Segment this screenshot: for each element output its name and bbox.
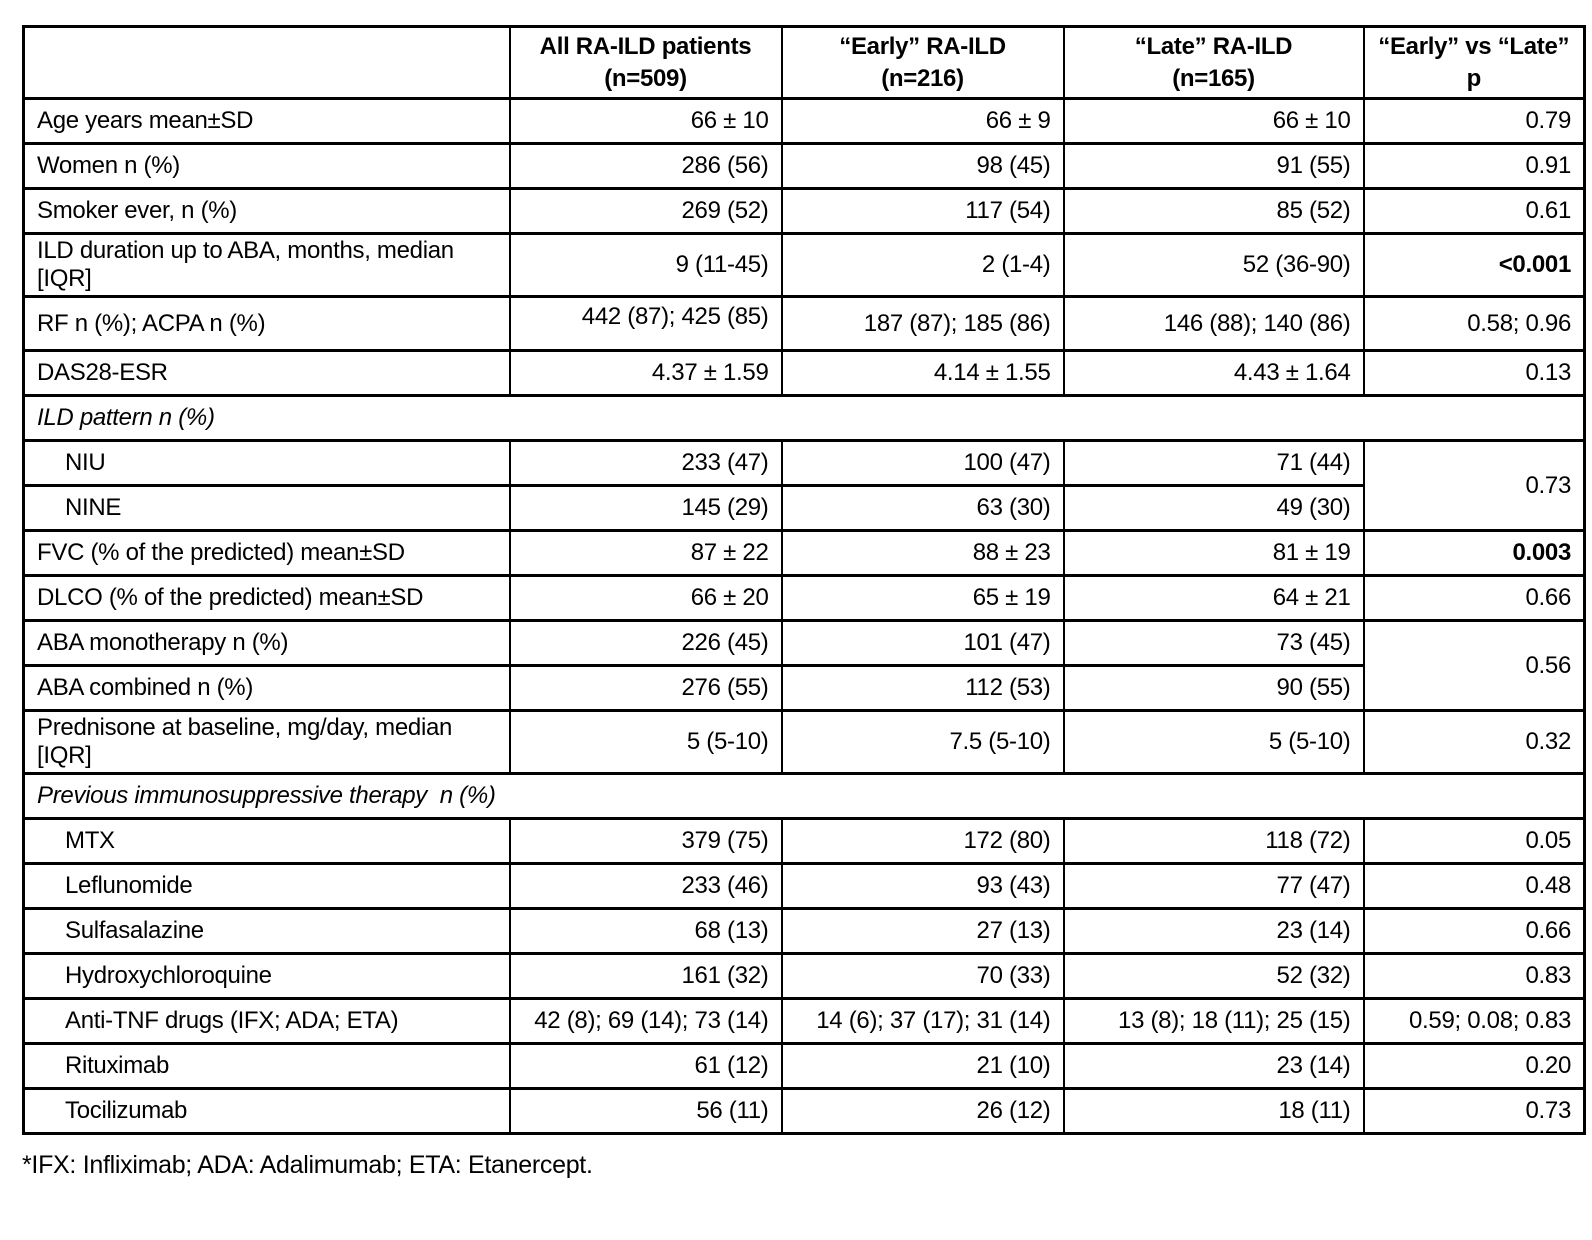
- p-value: 0.05: [1364, 819, 1585, 864]
- cell-value: 442 (87); 425 (85): [510, 297, 782, 351]
- table-row: [24, 954, 1585, 999]
- table-row: [24, 621, 1585, 666]
- section-label: Previous immunosuppressive therapy n (%): [24, 774, 1585, 819]
- header-cell-empty: [24, 27, 510, 99]
- row-label: Age years mean±SD: [24, 99, 510, 144]
- table-row: [24, 99, 1585, 144]
- p-value: 0.79: [1364, 99, 1585, 144]
- cell-value: 2 (1-4): [782, 234, 1064, 297]
- table-row: [24, 711, 1585, 774]
- p-value: 0.003: [1364, 531, 1585, 576]
- row-label: ABA combined n (%): [24, 666, 510, 711]
- cell-value: 93 (43): [782, 864, 1064, 909]
- header-cell-pvalue: [1364, 27, 1585, 99]
- cell-value: 66 ± 10: [510, 99, 782, 144]
- p-value: 0.73: [1364, 441, 1585, 531]
- row-label: Anti-TNF drugs (IFX; ADA; ETA): [24, 999, 510, 1044]
- cell-value: 56 (11): [510, 1089, 782, 1134]
- cell-value: 146 (88); 140 (86): [1064, 297, 1364, 351]
- cell-value: 87 ± 22: [510, 531, 782, 576]
- cell-value: 5 (5-10): [510, 711, 782, 774]
- table-row: [24, 819, 1585, 864]
- cell-value: 66 ± 9: [782, 99, 1064, 144]
- row-label: Hydroxychloroquine: [24, 954, 510, 999]
- row-label: DAS28-ESR: [24, 351, 510, 396]
- p-value: 0.48: [1364, 864, 1585, 909]
- cell-value: 379 (75): [510, 819, 782, 864]
- row-label: Rituximab: [24, 1044, 510, 1089]
- row-label: NIU: [24, 441, 510, 486]
- table-row: [24, 486, 1585, 531]
- p-value: 0.73: [1364, 1089, 1585, 1134]
- row-label: Prednisone at baseline, mg/day, median [IQR]: [24, 711, 510, 774]
- cell-value: 233 (46): [510, 864, 782, 909]
- header-line: (n=165): [1172, 64, 1255, 92]
- cell-value: 226 (45): [510, 621, 782, 666]
- row-label: Tocilizumab: [24, 1089, 510, 1134]
- table-row: [24, 189, 1585, 234]
- p-value: 0.66: [1364, 576, 1585, 621]
- header-line: “Early” vs “Late”: [1378, 33, 1570, 60]
- p-value: 0.13: [1364, 351, 1585, 396]
- cell-value: 101 (47): [782, 621, 1064, 666]
- section-row: [24, 396, 1585, 441]
- table-row: [24, 297, 1585, 351]
- cell-value: 64 ± 21: [1064, 576, 1364, 621]
- table-body: [24, 99, 1585, 1134]
- cell-value: 49 (30): [1064, 486, 1364, 531]
- p-value: 0.20: [1364, 1044, 1585, 1089]
- patient-characteristics-table: [22, 25, 1586, 1135]
- cell-value: 187 (87); 185 (86): [782, 297, 1064, 351]
- p-value: 0.58; 0.96: [1364, 297, 1585, 351]
- cell-value: 52 (36-90): [1064, 234, 1364, 297]
- p-value: <0.001: [1364, 234, 1585, 297]
- cell-value: 118 (72): [1064, 819, 1364, 864]
- row-label: NINE: [24, 486, 510, 531]
- table-header: [24, 27, 1585, 99]
- p-value: 0.66: [1364, 909, 1585, 954]
- cell-value: 66 ± 10: [1064, 99, 1364, 144]
- table-row: [24, 441, 1585, 486]
- header-line: (n=216): [881, 64, 964, 92]
- cell-value: 71 (44): [1064, 441, 1364, 486]
- cell-value: 90 (55): [1064, 666, 1364, 711]
- cell-value: 42 (8); 69 (14); 73 (14): [510, 999, 782, 1044]
- cell-value: 70 (33): [782, 954, 1064, 999]
- cell-value: 117 (54): [782, 189, 1064, 234]
- cell-value: 52 (32): [1064, 954, 1364, 999]
- cell-value: 269 (52): [510, 189, 782, 234]
- cell-value: 65 ± 19: [782, 576, 1064, 621]
- cell-value: 7.5 (5-10): [782, 711, 1064, 774]
- row-label: ABA monotherapy n (%): [24, 621, 510, 666]
- table-row: [24, 1044, 1585, 1089]
- cell-value: 18 (11): [1064, 1089, 1364, 1134]
- table-row: [24, 531, 1585, 576]
- row-label: MTX: [24, 819, 510, 864]
- cell-value: 4.14 ± 1.55: [782, 351, 1064, 396]
- cell-value: 286 (56): [510, 144, 782, 189]
- cell-value: 161 (32): [510, 954, 782, 999]
- cell-value: 91 (55): [1064, 144, 1364, 189]
- cell-value: 112 (53): [782, 666, 1064, 711]
- header-line: (n=509): [604, 64, 687, 92]
- cell-value: 233 (47): [510, 441, 782, 486]
- p-value: 0.32: [1364, 711, 1585, 774]
- cell-value: 27 (13): [782, 909, 1064, 954]
- cell-value: 13 (8); 18 (11); 25 (15): [1064, 999, 1364, 1044]
- header-line: “Late” RA-ILD: [1134, 33, 1293, 60]
- p-value: 0.83: [1364, 954, 1585, 999]
- p-value: 0.59; 0.08; 0.83: [1364, 999, 1585, 1044]
- header-line: “Early” RA-ILD: [839, 33, 1006, 60]
- section-row: [24, 774, 1585, 819]
- cell-value: 98 (45): [782, 144, 1064, 189]
- row-label: ILD duration up to ABA, months, median [IQR]: [24, 234, 510, 297]
- section-label: ILD pattern n (%): [24, 396, 1585, 441]
- table-row: [24, 864, 1585, 909]
- row-label: Leflunomide: [24, 864, 510, 909]
- footnote: *IFX: Infliximab; ADA: Adalimumab; ETA: Etanercept.: [22, 1151, 593, 1180]
- cell-value: 61 (12): [510, 1044, 782, 1089]
- cell-value: 81 ± 19: [1064, 531, 1364, 576]
- table-row: [24, 234, 1585, 297]
- table-row: [24, 666, 1585, 711]
- header-cell-late: [1064, 27, 1364, 99]
- table-row: [24, 144, 1585, 189]
- table-row: [24, 1089, 1585, 1134]
- cell-value: 4.43 ± 1.64: [1064, 351, 1364, 396]
- cell-value: 100 (47): [782, 441, 1064, 486]
- row-label: DLCO (% of the predicted) mean±SD: [24, 576, 510, 621]
- cell-value: 172 (80): [782, 819, 1064, 864]
- row-label: Smoker ever, n (%): [24, 189, 510, 234]
- cell-value: 5 (5-10): [1064, 711, 1364, 774]
- cell-value: 26 (12): [782, 1089, 1064, 1134]
- cell-value: 23 (14): [1064, 909, 1364, 954]
- row-label: RF n (%); ACPA n (%): [24, 297, 510, 351]
- cell-value: 85 (52): [1064, 189, 1364, 234]
- cell-value: 145 (29): [510, 486, 782, 531]
- cell-value: 21 (10): [782, 1044, 1064, 1089]
- table-row: [24, 576, 1585, 621]
- cell-value: 276 (55): [510, 666, 782, 711]
- header-line: All RA-ILD patients: [539, 33, 752, 60]
- cell-value: 4.37 ± 1.59: [510, 351, 782, 396]
- header-cell-early: [782, 27, 1064, 99]
- p-value: 0.56: [1364, 621, 1585, 711]
- header-row: [24, 27, 1585, 99]
- cell-value: 88 ± 23: [782, 531, 1064, 576]
- cell-value: 66 ± 20: [510, 576, 782, 621]
- cell-value: 14 (6); 37 (17); 31 (14): [782, 999, 1064, 1044]
- header-cell-all-patients: [510, 27, 782, 99]
- table-row: [24, 999, 1585, 1044]
- cell-value: 23 (14): [1064, 1044, 1364, 1089]
- row-label: Women n (%): [24, 144, 510, 189]
- p-value: 0.91: [1364, 144, 1585, 189]
- header-line: p: [1466, 64, 1481, 92]
- p-value: 0.61: [1364, 189, 1585, 234]
- cell-value: 68 (13): [510, 909, 782, 954]
- cell-value: 63 (30): [782, 486, 1064, 531]
- cell-value: 9 (11-45): [510, 234, 782, 297]
- row-label: FVC (% of the predicted) mean±SD: [24, 531, 510, 576]
- row-label: Sulfasalazine: [24, 909, 510, 954]
- cell-value: 73 (45): [1064, 621, 1364, 666]
- table-row: [24, 351, 1585, 396]
- table-row: [24, 909, 1585, 954]
- cell-value: 77 (47): [1064, 864, 1364, 909]
